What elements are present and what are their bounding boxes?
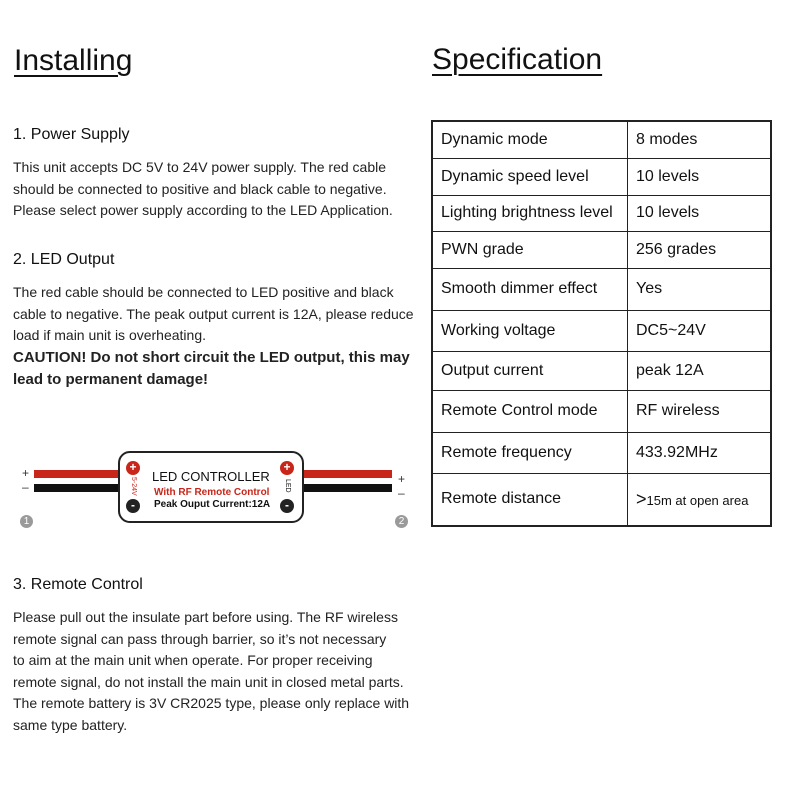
controller-diagram xyxy=(0,440,420,540)
output-plus-icon: + xyxy=(280,461,294,475)
power-line-3: Please select power supply according to the LED Application. xyxy=(13,202,393,218)
input-minus-icon: - xyxy=(126,499,140,513)
spec-label: PWN grade xyxy=(432,231,628,268)
remote-line-4: remote signal, do not install the main unit in closed metal parts. xyxy=(13,673,404,690)
spec-row xyxy=(432,351,771,390)
remote-line-2: remote signal can pass through barrier, so it’s not necessary xyxy=(13,630,387,647)
left-red-wire xyxy=(34,470,124,478)
remote-line-6: same type battery. xyxy=(13,716,128,733)
caution-line-2: lead to permanent damage! xyxy=(13,370,209,388)
spec-row xyxy=(432,195,771,231)
remote-control-text xyxy=(13,607,423,736)
caution-text xyxy=(13,347,423,391)
right-plus-label: + xyxy=(398,472,406,486)
spec-row xyxy=(432,121,771,158)
spec-value: RF wireless xyxy=(628,390,772,432)
led-line-1: The red cable should be connected to LED positive and black xyxy=(13,284,394,300)
power-supply-heading: 1. Power Supply xyxy=(13,126,130,143)
controller-unit xyxy=(118,451,304,523)
spec-row xyxy=(432,231,771,268)
greater-than-symbol: > xyxy=(636,488,647,509)
spec-label: Smooth dimmer effect xyxy=(432,268,628,310)
installing-title: Installing xyxy=(14,44,133,77)
spec-value: 8 modes xyxy=(628,121,772,158)
remote-line-1: Please pull out the insulate part before using. The RF wireless xyxy=(13,609,398,625)
led-output-text xyxy=(13,282,423,391)
spec-label: Working voltage xyxy=(432,310,628,351)
remote-line-5: The remote battery is 3V CR2025 type, please only replace with xyxy=(13,695,410,711)
spec-row xyxy=(432,473,771,526)
controller-rf-label: With RF Remote Control xyxy=(154,487,270,498)
specification-title: Specification xyxy=(432,43,603,76)
led-line-2: cable to negative. The peak output current is 12A, please reduce xyxy=(13,305,414,322)
spec-row xyxy=(432,432,771,473)
spec-value: 10 levels xyxy=(628,195,772,231)
spec-label: Dynamic speed level xyxy=(432,158,628,195)
spec-value: 10 levels xyxy=(628,158,772,195)
right-red-wire xyxy=(296,470,392,478)
spec-row xyxy=(432,158,771,195)
left-minus-label: – xyxy=(22,480,29,494)
spec-row xyxy=(432,268,771,310)
output-led-label: LED xyxy=(284,479,291,493)
power-line-1: This unit accepts DC 5V to 24V power supply. The red cable xyxy=(13,159,387,175)
marker-1: 1 xyxy=(20,515,33,528)
caution-line-1: CAUTION! Do not short circuit the LED output, this may xyxy=(13,348,410,366)
led-line-3: load if main unit is overheating. xyxy=(13,327,206,343)
output-minus-icon: - xyxy=(280,499,294,513)
left-black-wire xyxy=(34,484,124,492)
controller-current-label: Peak Ouput Current:12A xyxy=(154,499,271,510)
spec-value: Yes xyxy=(628,268,772,310)
input-voltage-label: 5-24V xyxy=(130,477,137,496)
right-minus-label: – xyxy=(398,486,405,500)
right-black-wire xyxy=(296,484,392,492)
spec-value: DC5~24V xyxy=(628,310,772,351)
power-supply-text xyxy=(13,157,423,222)
controller-title: LED CONTROLLER xyxy=(152,469,270,484)
spec-label: Remote frequency xyxy=(432,432,628,473)
spec-value-text: 15m at open area xyxy=(646,492,749,508)
left-plus-label: + xyxy=(22,466,30,480)
input-plus-icon: + xyxy=(126,461,140,475)
spec-row xyxy=(432,390,771,432)
spec-value: 433.92MHz xyxy=(628,432,772,473)
remote-line-3: to aim at the main unit when operate. For proper receiving xyxy=(13,652,373,668)
spec-label: Remote Control mode xyxy=(432,390,628,432)
remote-control-heading: 3. Remote Control xyxy=(13,576,143,593)
spec-label: Remote distance xyxy=(432,473,628,526)
spec-value xyxy=(628,473,772,526)
spec-label: Lighting brightness level xyxy=(432,195,628,231)
led-output-heading: 2. LED Output xyxy=(13,251,115,268)
spec-label: Dynamic mode xyxy=(432,121,628,158)
spec-value: 256 grades xyxy=(628,231,772,268)
specification-table xyxy=(431,120,772,527)
spec-value: peak 12A xyxy=(628,351,772,390)
spec-label: Output current xyxy=(432,351,628,390)
spec-row xyxy=(432,310,771,351)
power-line-2: should be connected to positive and black cable to negative. xyxy=(13,180,387,197)
marker-2: 2 xyxy=(395,515,408,528)
